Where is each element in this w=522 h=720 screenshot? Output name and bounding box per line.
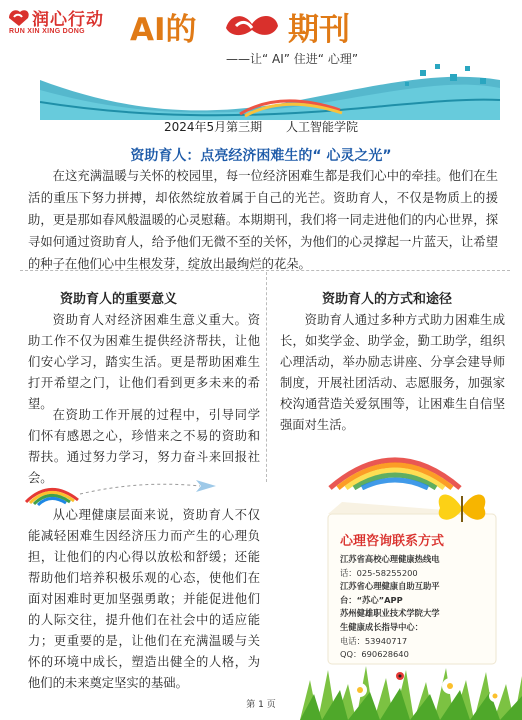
contact-line: 电话：53940717 (340, 635, 408, 646)
logo-text: 润心行动 (32, 10, 104, 30)
magazine-title-ai: AI的 (130, 12, 197, 48)
contact-line: 台：“苏心”APP (340, 594, 403, 605)
logo-mark-icon (6, 6, 32, 28)
logo (6, 4, 118, 38)
issue-date: 2024年5月第三期 (163, 120, 263, 134)
contact-line: 生健康成长指导中心： (340, 621, 423, 632)
article-intro: 在这充满温暖与关怀的校园里，每一位经济困难生都是我们心中的牵挂。他们在生活的重压下努力拼搏，却依然绽放着属于自己的光芒。资助育人，不仅是物质上的援助，更是那如春风般温暖的心灵慰藉。本期期刊，我们将一同走进他们的内心世界，探寻如何通过资助育人，给予他们无微不至的关怀，为他们的心灵撑起一片蓝天，让希望的种子在他们心中生根发芽，绽放出最绚烂的花朵。 (28, 169, 498, 271)
wave-banner-decoration (40, 60, 500, 120)
logo-subtext: RUN XIN XING DONG (9, 28, 85, 35)
contact-line: 苏州健雄职业技术学院大学 (340, 608, 440, 619)
left-paragraph-3: 从心理健康层面来说，资助育人不仅能减轻困难生因经济压力而产生的心理负担，让他们的内心得以放松和舒缓；还能帮助他们培养积极乐观的心态，使他们在面对困难时更加坚强勇敢；并能促进他们的人际交往，提升他们在社会中的适应能力；更重要的是，让他们在充满温暖与关怀的环境中成长，塑造出健全的人格，为他们的未来奠定坚实的基础。 (28, 508, 260, 690)
contact-line: 话：025-58255200 (340, 567, 418, 578)
magazine-title (130, 4, 400, 48)
right-section-heading: 资助育人的方式和途径 (322, 292, 453, 307)
left-paragraph-2: 在资助工作开展的过程中，引导同学们怀有感恩之心，珍惜来之不易的资助和帮扶。通过努力学习，努力奋斗来回报社会。 (28, 408, 260, 485)
article-title: 资助育人：点亮经济困难生的“ 心灵之光” (130, 148, 392, 164)
section-divider (20, 270, 510, 271)
issue-line (0, 118, 522, 135)
heart-swirl-icon (222, 10, 282, 40)
butterfly-icon (432, 486, 492, 530)
rainbow-plane-icon (20, 470, 220, 510)
issue-college: 人工智能学院 (286, 120, 359, 134)
contact-line: QQ：690628640 (340, 649, 409, 660)
left-paragraph-1: 资助育人对经济困难生意义重大。资助工作不仅为困难生提供经济帮扶，让他们安心学习，踏实生活。更是帮助困难生打开希望之门，让他们看到更多未来的希望。 (28, 313, 260, 411)
contact-line: 江苏省心理健康自助互助平 (340, 581, 440, 592)
contact-title: 心理咨询联系方式 (340, 534, 445, 549)
magazine-subtitle: ——让“ AI” 住进“ 心理” (226, 52, 359, 66)
column-divider (266, 272, 267, 482)
contact-line: 江苏省高校心理健康热线电 (340, 554, 440, 564)
right-paragraph-1: 资助育人通过多种方式助力困难生成长，如奖学金、助学金，勤工助学，组织心理活动，举办励志讲座、分享会建导师制度，开展社团活动、志愿服务，加强家校沟通营造关爱氛围等，让困难生自信坚强面对生活。 (280, 313, 505, 432)
rainbow-icon (320, 440, 470, 490)
left-section-heading: 资助育人的重要意义 (60, 292, 178, 307)
magazine-title-qikan: 期刊 (288, 12, 350, 48)
page-number: 第 1 页 (246, 700, 276, 710)
